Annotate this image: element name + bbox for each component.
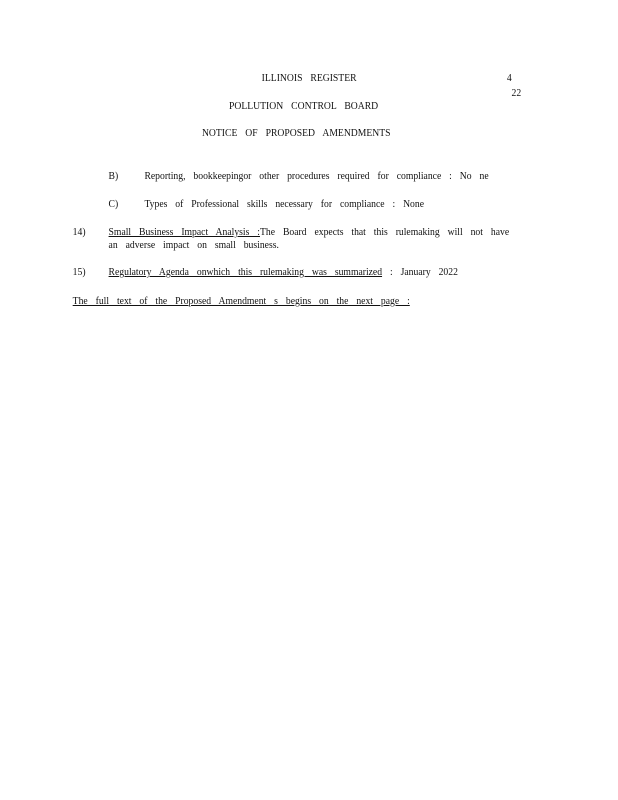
item-15-heading: Regulatory Agenda onwhich this rulemaking was summarized (108, 267, 383, 278)
page-number: 4 (506, 73, 512, 84)
item-14-number: 14) (72, 227, 86, 238)
agency-title: POLLUTION CONTROL BOARD (229, 101, 379, 112)
register-title: ILLINOIS REGISTER (261, 73, 357, 84)
item-c-text: Types of Professional skills necessary for compliance : None (144, 199, 425, 210)
item-b-text: Reporting, bookkeepingor other procedures required for compliance : No ne (144, 171, 489, 182)
item-15-line (109, 267, 458, 278)
full-text-note: The full text of the Proposed Amendment s begins on the next page : (72, 296, 410, 307)
item-14-text: The Board expects that this rulemaking will not have (259, 227, 510, 238)
notice-title: NOTICE OF PROPOSED AMENDMENTS (201, 128, 391, 139)
item-c-marker: C) (108, 199, 119, 210)
item-b-marker: B) (108, 171, 119, 182)
year-suffix: 22 (511, 88, 522, 99)
item-15-number: 15) (72, 267, 86, 278)
item-14-line2: an adverse impact on small business. (108, 240, 279, 251)
item-15-value: : January 2022 (389, 267, 458, 278)
item-14-heading: Small Business Impact Analysis : (108, 227, 260, 238)
item-14-line1 (109, 227, 510, 238)
